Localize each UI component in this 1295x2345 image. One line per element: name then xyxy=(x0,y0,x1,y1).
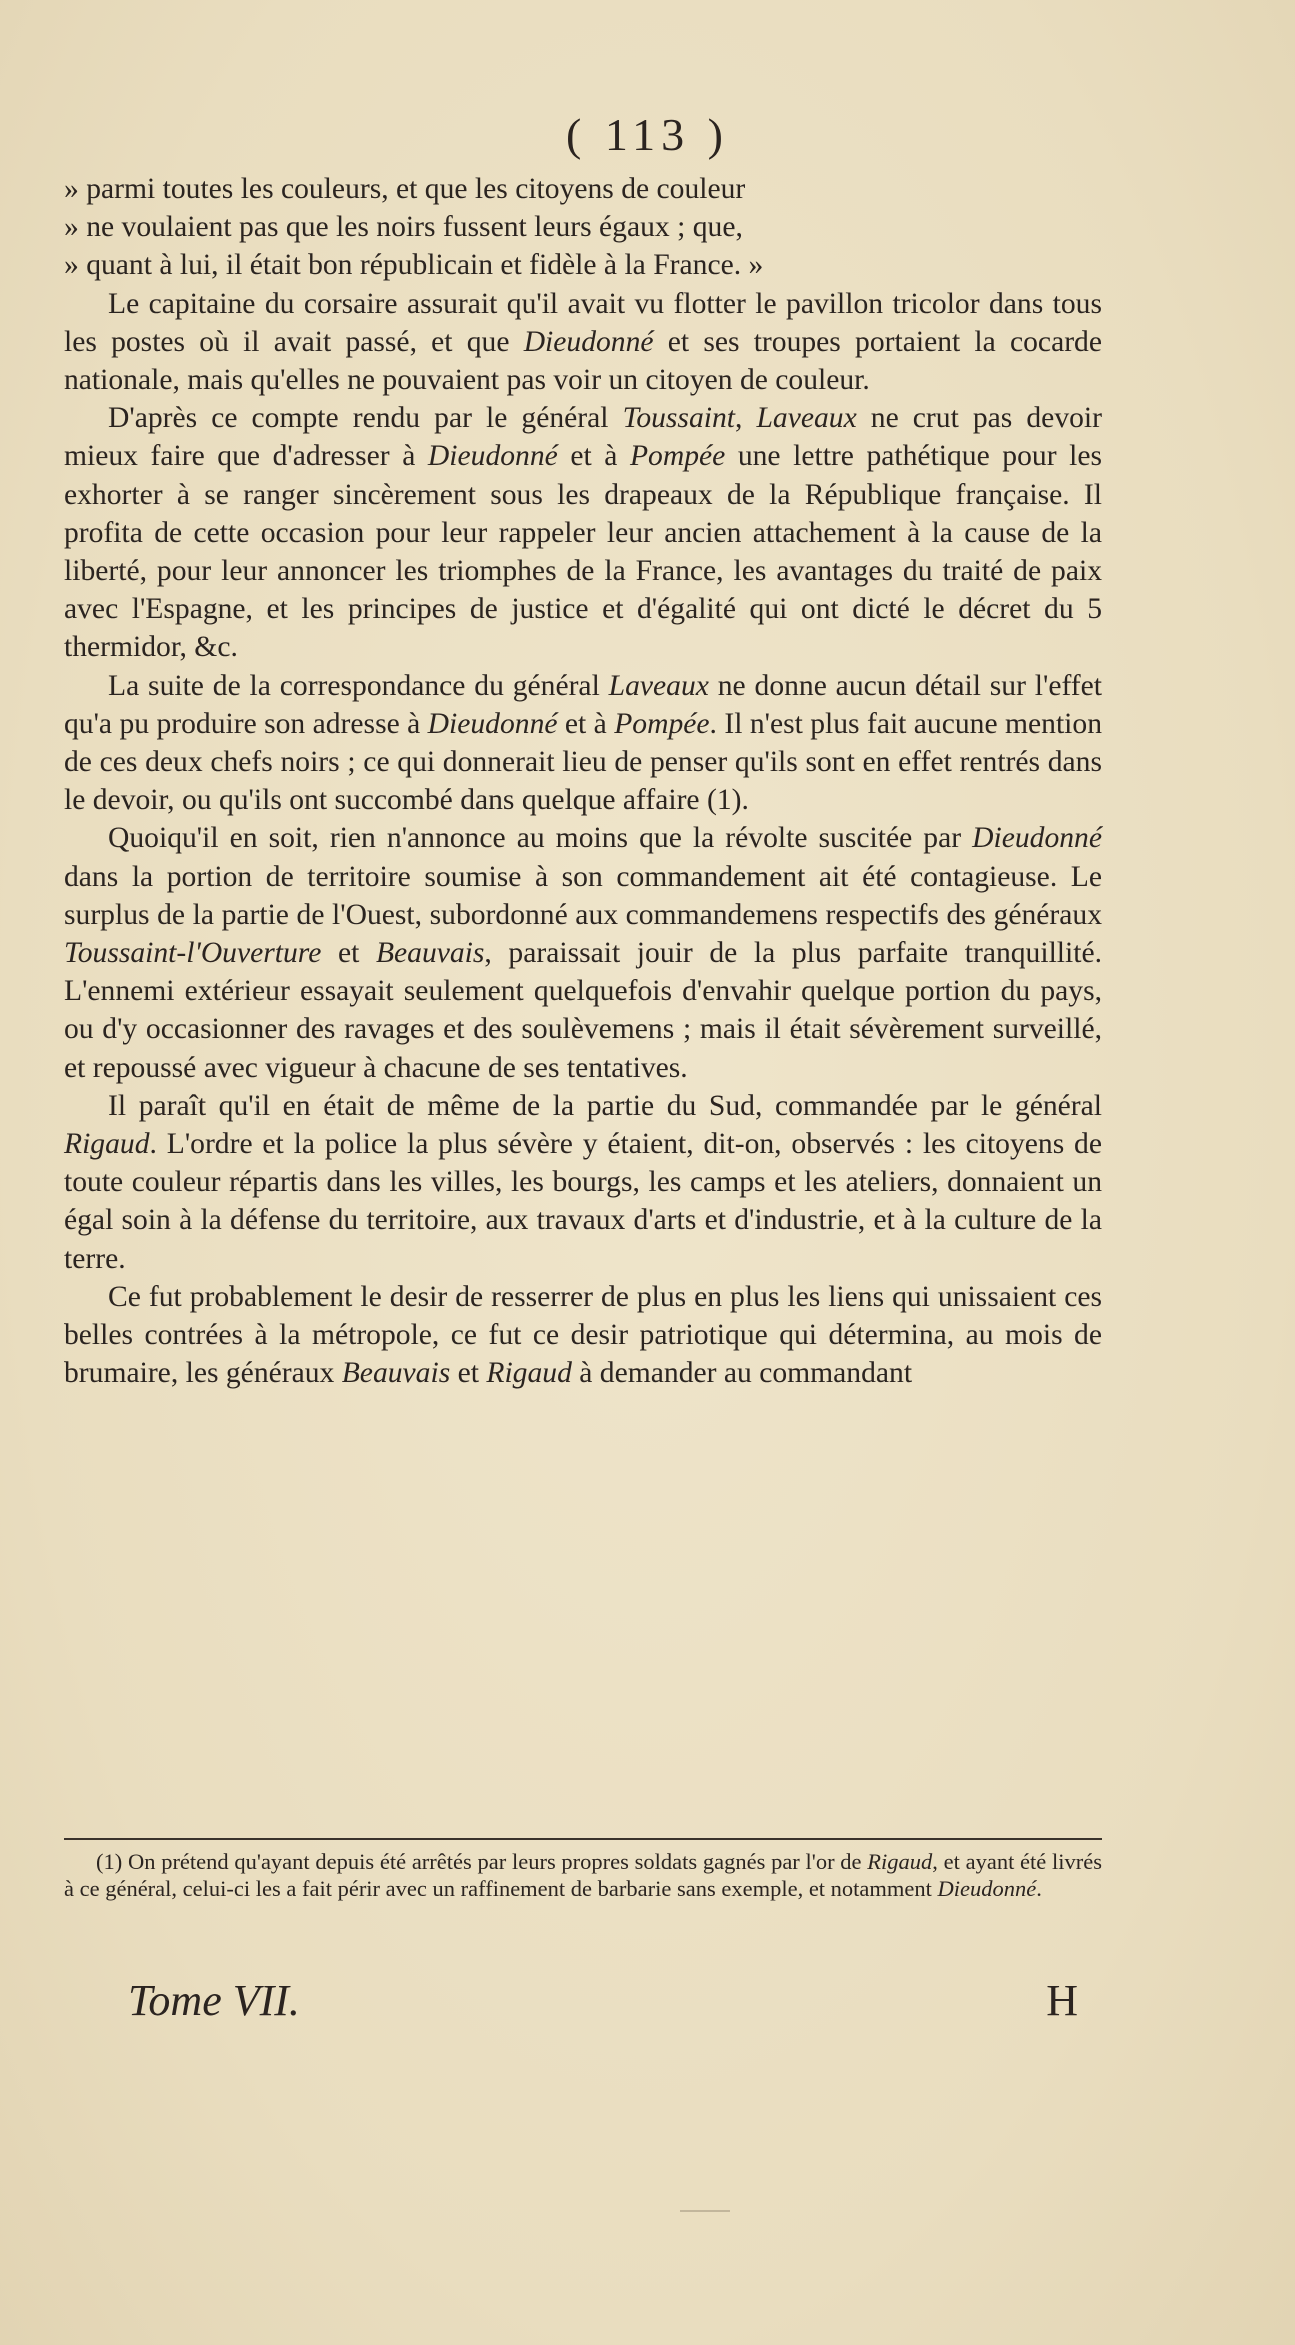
italic-name: Dieudonné xyxy=(937,1876,1037,1901)
italic-name: Rigaud xyxy=(867,1849,933,1874)
text-run: et xyxy=(321,937,376,970)
text-run: ne crut pas devoir mieux faire que d'adresser à xyxy=(64,402,1102,473)
quote-line: » parmi toutes les couleurs, et que les citoyens de couleur xyxy=(64,173,746,205)
italic-name: Laveaux xyxy=(756,402,857,435)
italic-name: Toussaint-l'Ouverture xyxy=(64,937,322,970)
text-run: La suite de la correspondance du général xyxy=(108,669,609,702)
text-run: Quoiqu'il en soit, rien n'annonce au moins que la révolte suscitée par xyxy=(108,822,973,855)
footnote-rule xyxy=(64,1838,1102,1840)
italic-name: Dieudonné xyxy=(427,707,558,740)
footnote xyxy=(64,1848,1102,1902)
text-run: une lettre pathétique pour les exhorter à se ranger sincèrement sous les drapeaux de la République française. Il profita de cette occasion pour leur rappeler leur ancien attachement à la cause de la liberté, pour leur annoncer les triomphes de la France, les avantages du traité de paix avec l'Espagne, et les principes de justice et d'égalité qui ont dicté le décret du 5 thermidor, &c. xyxy=(64,440,1102,664)
text-run: ne donne aucun détail sur l'effet qu'a pu produire son adresse à xyxy=(64,669,1102,740)
text-run: dans la portion de territoire soumise à son commandement ait été contagieuse. Le surplus de la partie de l'Ouest, subordonné aux commandemens respectifs des généraux xyxy=(64,860,1102,931)
page-number: ( 113 ) xyxy=(566,109,729,160)
italic-name: Rigaud xyxy=(64,1128,150,1161)
text-run: . Il n'est plus fait aucune mention de ces deux chefs noirs ; ce qui donnerait lieu de penser qu'ils sont en effet rentrés dans le devoir, ou qu'ils ont succombé dans quelque affaire (1). xyxy=(64,707,1102,817)
text-run: et ses troupes portaient la cocarde nationale, mais qu'elles ne pouvaient pas voir un citoyen de couleur. xyxy=(64,325,1102,397)
paragraph xyxy=(64,1278,1102,1393)
paragraph xyxy=(64,667,1102,820)
text-run: . xyxy=(1036,1876,1042,1901)
text-run: . L'ordre et la police la plus sévère y étaient, dit-on, observés : les citoyens de toute couleur répartis dans les villes, les bourgs, les camps et les ateliers, donnaient un égal soin à la défense du territoire, aux travaux d'arts et d'industrie, et à la culture de la terre. xyxy=(64,1128,1102,1275)
italic-name: Rigaud xyxy=(486,1357,572,1390)
text-run: (1) On prétend qu'ayant depuis été arrêtés par leurs propres soldats gagnés par l'or de xyxy=(96,1849,868,1874)
italic-name: Pompée xyxy=(629,440,726,473)
quote-line: » quant à lui, il était bon républicain et fidèle à la France. » xyxy=(64,249,764,282)
text-run: Ce fut probablement le desir de resserrer de plus en plus les liens qui unissaient ces belles contrées à la métropole, ce fut ce desir patriotique qui détermina, au mois de brumaire, les généraux xyxy=(64,1280,1102,1390)
italic-name: Toussaint xyxy=(622,402,735,435)
text-run: , xyxy=(735,402,757,435)
text-run: D'après ce compte rendu par le général xyxy=(108,402,623,435)
italic-name: Beauvais xyxy=(375,937,485,970)
paragraphs xyxy=(64,285,1102,1393)
italic-name: Dieudonné xyxy=(972,822,1102,855)
paragraph xyxy=(64,285,1102,400)
footnote-text xyxy=(64,1848,1102,1902)
signature-mark: H xyxy=(1046,1976,1078,2025)
paragraph xyxy=(64,819,1102,1086)
text-run: Le capitaine du corsaire assurait qu'il avait vu flotter le pavillon tricolor dans tous les postes où il avait passé, et que xyxy=(64,287,1102,358)
stray-mark xyxy=(680,2210,730,2212)
paragraph xyxy=(64,1087,1102,1278)
text-run: , paraissait jouir de la plus parfaite tranquillité. L'ennemi extérieur essayait seulement quelquefois d'envahir quelque portion du pays, ou d'y occasionner des ravages et des soulèvemens ; mais il était sévèrement surveillé, et repoussé avec vigueur à chacune de ses tentatives. xyxy=(64,937,1103,1084)
text-run: , et ayant été livrés à ce général, celui-ci les a fait périr avec un raffinement de barbarie sans exemple, et notamment xyxy=(64,1849,1102,1901)
main-text xyxy=(64,170,1102,1393)
quote-line: » ne voulaient pas que les noirs fussent leurs égaux ; que, xyxy=(64,211,743,244)
quote-block xyxy=(64,170,1102,285)
italic-name: Pompée xyxy=(614,707,710,740)
text-run: à demander au commandant xyxy=(571,1357,913,1390)
paragraph xyxy=(64,399,1102,666)
italic-name: Beauvais xyxy=(341,1357,451,1390)
text-run: et à xyxy=(557,440,630,473)
volume-label: Tome VII. xyxy=(128,1976,300,2025)
text-run: et xyxy=(450,1357,487,1390)
italic-name: Dieudonné xyxy=(523,325,654,358)
text-run: et à xyxy=(557,707,615,740)
text-run: Il paraît qu'il en était de même de la partie du Sud, commandée par le général xyxy=(108,1089,1102,1122)
italic-name: Laveaux xyxy=(608,669,709,702)
italic-name: Dieudonné xyxy=(427,440,558,473)
signature-line xyxy=(128,1975,1078,2026)
